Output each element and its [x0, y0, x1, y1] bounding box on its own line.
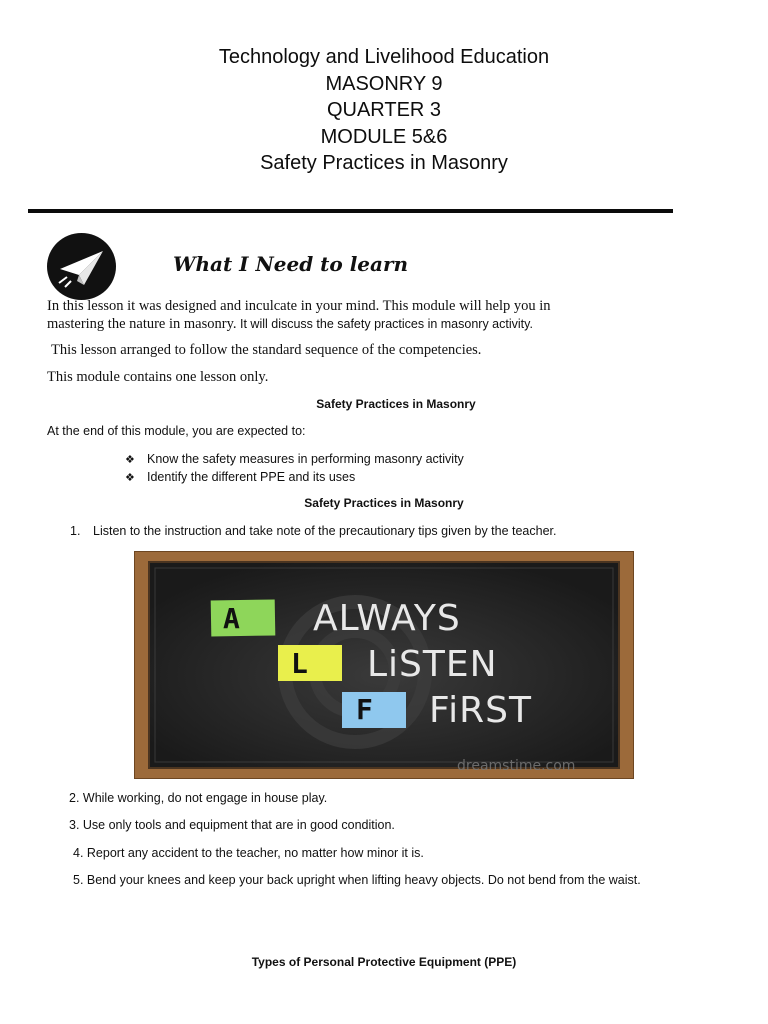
step-2: 2. While working, do not engage in house play.	[69, 791, 328, 805]
letter-a: A	[223, 602, 240, 635]
watermark: dreamstime.com	[457, 758, 576, 774]
sequence-paragraph: This lesson arranged to follow the standard sequence of the competencies.	[51, 342, 482, 358]
letter-l: L	[291, 647, 308, 680]
title-course: MASONRY 9	[325, 72, 443, 95]
sticky-note-a	[211, 599, 276, 636]
step-number: 1.	[70, 524, 81, 538]
title-module: MODULE 5&6	[320, 125, 448, 148]
diamond-bullet-icon: ❖	[125, 472, 135, 484]
section-heading: What I Need to learn	[173, 252, 409, 276]
expectations-intro: At the end of this module, you are expected to:	[47, 424, 306, 438]
title-quarter: QUARTER 3	[326, 99, 442, 121]
word-listen: LiSTEN	[367, 644, 498, 685]
sticky-note-l	[278, 645, 342, 681]
subtitle-safety-practices-2: Safety Practices in Masonry	[304, 496, 464, 510]
chalkboard-image	[134, 551, 634, 779]
letter-f: F	[356, 693, 373, 726]
list-item: ❖ Identify the different PPE and its uses	[125, 469, 464, 487]
step-text: Listen to the instruction and take note of the precautionary tips given by the teacher.	[93, 524, 557, 538]
subtitle-safety-practices: Safety Practices in Masonry	[316, 397, 476, 411]
document-title	[0, 44, 768, 177]
title-topic: Safety Practices in Masonry	[260, 152, 508, 174]
sticky-note-f	[342, 692, 406, 728]
list-item: ❖ Know the safety measures in performing masonry activity	[125, 451, 464, 469]
step-3: 3. Use only tools and equipment that are in good condition.	[69, 818, 395, 832]
intro-text-serif: In this lesson it was designed and inculcate in your mind. This module will help you in	[47, 298, 551, 314]
word-first: FiRST	[429, 690, 532, 731]
word-always: ALWAYS	[313, 598, 461, 639]
title-subject: Technology and Livelihood Education	[218, 46, 550, 68]
step-5: 5. Bend your knees and keep your back upright when lifting heavy objects. Do not bend from the waist.	[73, 873, 641, 887]
step-1	[70, 524, 557, 538]
subtitle-ppe-types: Types of Personal Protective Equipment (PPE)	[251, 955, 517, 969]
intro-paragraph	[47, 297, 687, 333]
diamond-bullet-icon: ❖	[125, 454, 135, 466]
lesson-count-paragraph: This module contains one lesson only.	[47, 369, 269, 385]
step-4: 4. Report any accident to the teacher, no matter how minor it is.	[73, 846, 424, 860]
paper-plane-icon	[47, 233, 116, 300]
intro-text-serif-2: mastering the nature in masonry.	[47, 316, 237, 332]
intro-text-sans: It will discuss the safety practices in masonry activity.	[236, 317, 533, 331]
objectives-list	[125, 451, 464, 487]
divider-rule	[28, 209, 673, 213]
